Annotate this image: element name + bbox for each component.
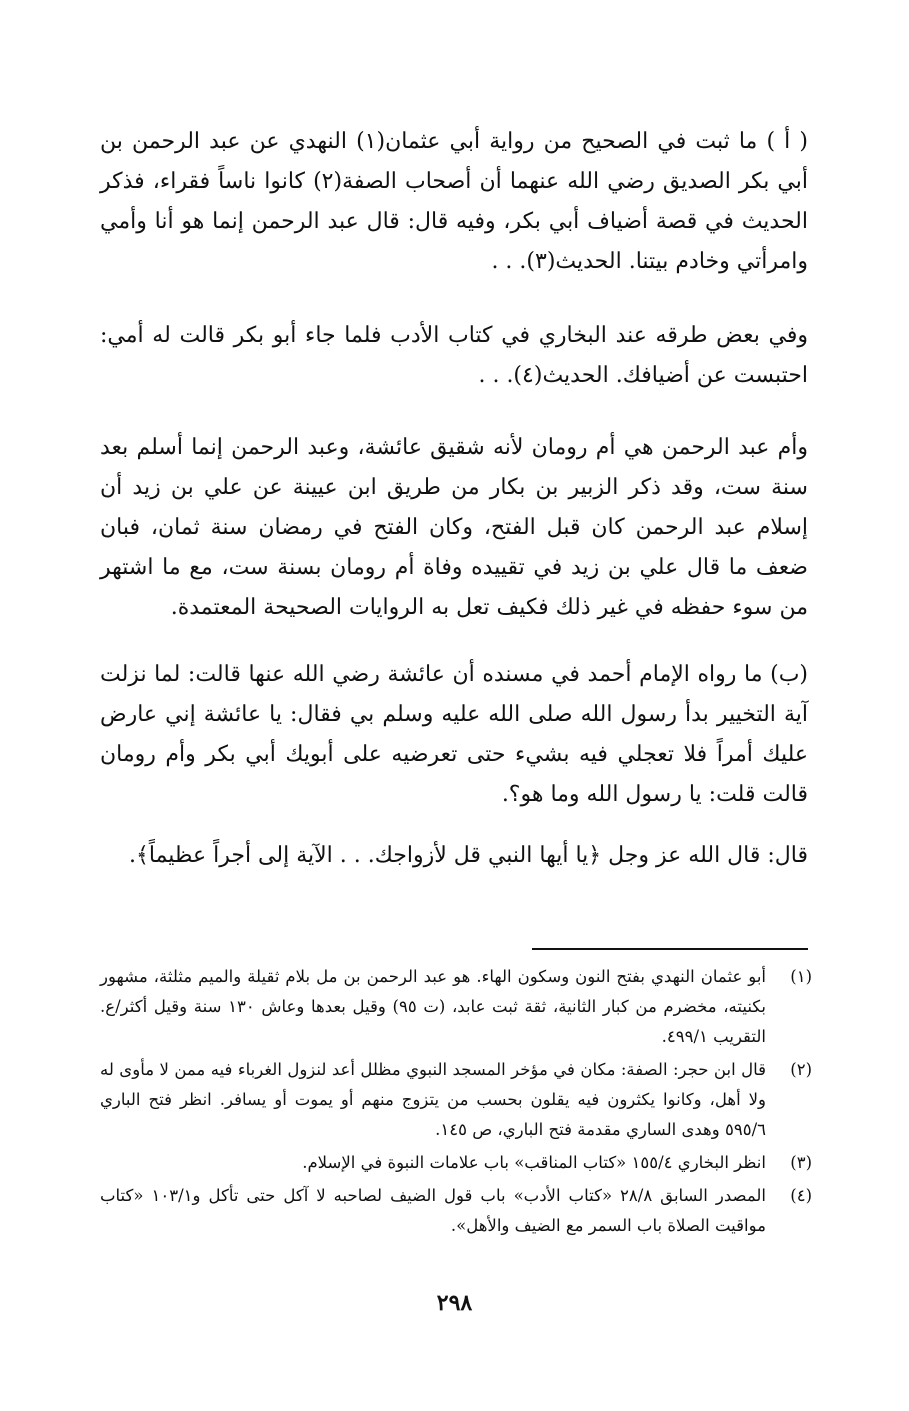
- footnote-divider: [532, 948, 808, 950]
- page-number: ٢٩٨: [436, 1290, 473, 1316]
- footnote-item: [100, 1148, 812, 1178]
- paragraph-umm-ruman: وأم عبد الرحمن هي أم رومان لأنه شقيق عائشة، وعبد الرحمن إنما أسلم بعد سنة ست، وقد ذكر الزبير بن بكار من طريق ابن عيينة عن علي بن زيد أن إسلام عبد الرحمن كان قبل الفتح، وكان الفتح في رمضان سنة ثمان، فبان ضعف ما قال علي بن زيد في تقييده وفاة أم رومان بسنة ست، مع ما اشتهر من سوء حفظه في غير ذلك فكيف تعل به الروايات الصحيحة المعتمدة.: [100, 435, 808, 620]
- paragraph-b: (ب) ما رواه الإمام أحمد في مسنده أن عائشة رضي الله عنها قالت: لما نزلت آية التخيير بدأ رسول الله صلى الله عليه وسلم بي فقال: يا عائشة إني عارض عليك أمراً فلا تعجلي فيه بشيء حتى تعرضيه على أبويك أبي بكر وأم رومان قالت قلت: يا رسول الله وما هو؟.: [100, 662, 808, 807]
- footnote-item: [100, 962, 812, 1052]
- footnote-text: المصدر السابق ٢٨/٨ «كتاب الأدب» باب قول الضيف لصاحبه لا آكل حتى تأكل و١٠٣/١ «كتاب مواقيت الصلاة باب السمر مع الضيف والأهل».: [100, 1186, 766, 1235]
- footnotes: [100, 962, 812, 1244]
- footnote-item: [100, 1055, 812, 1145]
- paragraph-adab-narration: وفي بعض طرقه عند البخاري في كتاب الأدب فلما جاء أبو بكر قالت له أمي: احتبست عن أضيافك. الحديث(٤). . .: [100, 323, 808, 388]
- footnote-number: (٣): [790, 1153, 812, 1172]
- footnote-text: انظر البخاري ١٥٥/٤ «كتاب المناقب» باب علامات النبوة في الإسلام.: [302, 1153, 766, 1172]
- footnote-text: قال ابن حجر: الصفة: مكان في مؤخر المسجد النبوي مظلل أعد لنزول الغرباء فيه ممن لا مأوى له ولا أهل، وكانوا يكثرون فيه يقلون بحسب من يتزوج منهم أو يموت أو يسافر. انظر فتح الباري ٥٩٥/٦ وهدى الساري مقدمة فتح الباري، ص ١٤٥.: [100, 1060, 766, 1139]
- paragraph-a: ( أ ) ما ثبت في الصحيح من رواية أبي عثمان(١) النهدي عن عبد الرحمن بن أبي بكر الصديق رضي الله عنهما أن أصحاب الصفة(٢) كانوا ناساً فقراء، فذكر الحديث في قصة أضياف أبي بكر، وفيه قال: قال عبد الرحمن إنما هو أنا وأمي وامرأتي وخادم بيتنا. الحديث(٣). . .: [100, 129, 808, 274]
- footnote-number: (٢): [790, 1060, 812, 1079]
- paragraph-quran-verse: قال: قال الله عز وجل ﴿يا أيها النبي قل لأزواجك. . . الآية إلى أجراً عظيماً﴾.: [128, 843, 808, 868]
- footnote-item: [100, 1181, 812, 1241]
- footnote-text: أبو عثمان النهدي بفتح النون وسكون الهاء. هو عبد الرحمن بن مل بلام ثقيلة والميم مثلثة، مشهور بكنيته، مخضرم من كبار الثانية، ثقة ثبت عابد، (ت ٩٥) وقيل بعدها وعاش ١٣٠ سنة وقيل أكثر/ع. التقريب ٤٩٩/١.: [100, 967, 767, 1046]
- footnote-number: (٤): [790, 1186, 812, 1205]
- footnote-number: (١): [790, 967, 812, 986]
